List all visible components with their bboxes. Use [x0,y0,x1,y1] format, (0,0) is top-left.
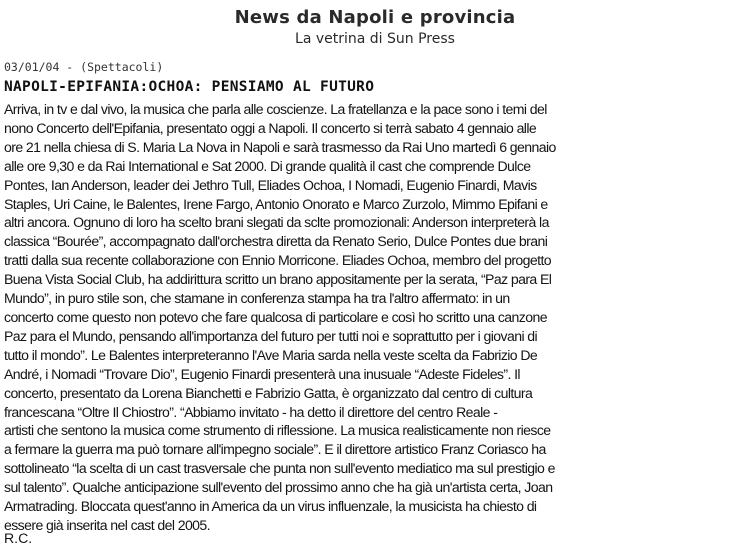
article-body-line: Staples, Uri Caine, le Balentes, Irene Fargo, Antonio Onorato e Marco Zurzolo, Mimmo Epifani e [4,195,548,212]
article-body-line: André, i Nomadi “Trovare Dio”, Eugenio Finardi presenterà una inusuale “Adeste Fideles”. Il [4,365,520,382]
article-body-line: francescana “Oltre Il Chiostro”. “Abbiamo invitato - ha detto il direttore del centro Reale - [4,403,498,420]
article-body-line: Paz para el Mundo, pensando all'importanza del futuro per tutti noi e soprattutto per i giovani di [4,327,538,344]
article-body-line: a fermare la guerra ma può tornare all'impegno sociale”. E il direttore artistico Franz Coriasco ha [4,441,546,458]
article-body-line: sottolineato “la scelta di un cast trasversale che punta non sull'evento mediatico ma sul prestigio e [4,460,555,477]
article-body-line: nono Concerto dell'Epifania, presentato oggi a Napoli. Il concerto si terrà sabato 4 gennaio alle [4,119,537,136]
article-body-line: alle ore 9,30 e da Rai International e Sat 2000. Di grande qualità il cast che comprende Dulce [4,157,531,174]
article-body-line: Armatrading. Bloccata quest'anno in America da un virus influenzale, la musicista ha chiesto di [4,498,537,515]
article-body-line: concerto, presentato da Lorena Bianchetti e Fabrizio Gatta, è organizzato dal centro di cultura [4,384,533,401]
article-body-line: classica “Bourée”, accompagnato dall'orchestra diretta da Renato Serio, Dulce Pontes due brani [4,233,548,250]
article-body-line: artisti che sentono la musica come strumento di riflessione. La musica realisticamente non riesce [4,422,551,439]
article-body-line: tutto il mondo”. Le Balentes interpreteranno l'Ave Maria sarda nella veste scelta da Fabrizio De [4,346,538,363]
article-body-line: Pontes, Ian Anderson, leader dei Jethro Tull, Eliades Ochoa, I Nomadi, Eugenio Finardi, Mavis [4,176,537,193]
article-body-line: Arriva, in tv e dal vivo, la musica che parla alle coscienze. La fratellanza e la pace sono i temi del [4,101,547,117]
article-body-line: concerto come questo non potevo che fare qualcosa di particolare e così ho scritto una canzone [4,308,547,325]
publication-subtitle: La vetrina di Sun Press [295,31,455,47]
article-headline: NAPOLI-EPIFANIA:OCHOA: PENSIAMO AL FUTURO [4,79,375,95]
article-body-line: sul talento”. Qualche anticipazione sull'evento del prossimo anno che ha già un'artista certa, Joan [4,479,553,496]
article-date-section: 03/01/04 - (Spettacoli) [4,60,164,74]
article-byline: R.C. [4,530,33,546]
article-body-line: Mundo”, in puro stile son, che stamane in conferenza stampa ha tra l'altro affermato: in un [4,290,510,307]
article-body [4,100,748,535]
article-body-line: essere già inserita nel cast del 2005. [4,516,210,533]
article-body-line: Buena Vista Social Club, ha addirittura scritto un brano appositamente per la serata, “Paz para El [4,271,552,288]
article-body-line: altri ancora. Ognuno di loro ha scelto brani slegati da sclte promozionali: Anderson interpreterà la [4,214,549,231]
publication-title: News da Napoli e provincia [234,7,516,28]
article-body-line: tratti dalla sua recente collaborazione con Ennio Morricone. Eliades Ochoa, membro del progetto [4,252,552,269]
article-body-line: ore 21 nella chiesa di S. Maria La Nova in Napoli e sarà trasmesso da Rai Uno martedì 6 gennaio [4,138,556,155]
